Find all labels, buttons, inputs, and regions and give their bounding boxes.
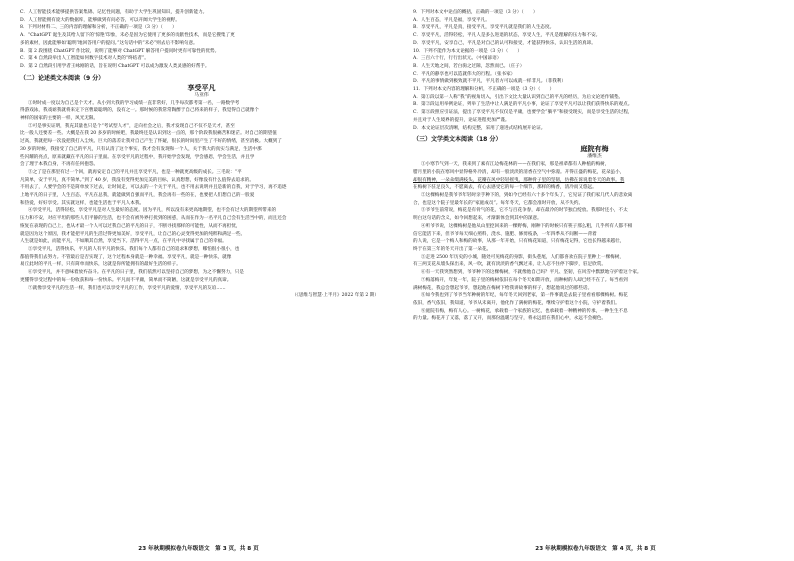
paragraph-line: 神样的国家的主要的一样，风光无限。 xyxy=(20,116,99,122)
question-line: 9．下列对本文中论点的概括，正确的一项是（3 分）（ ） xyxy=(413,10,538,15)
paragraph-line: 就是因为这个原因，我才能把平凡的生活过得更加美好，享受平凡，让自己的心灵变得更加的纯粹和满足一些。 xyxy=(20,231,246,237)
paragraph-line: 却很有精神，一朵朵缀满枝头，花瓣在风中轻轻摇曳，那种骨子里的坚韧，仿佛在诉说着冬天的故事。我 xyxy=(413,177,625,183)
paragraph-line: ④听爷爷说，这棵梅树是他从山里挖回来的一棵野梅，刚种下的时候只有筷子那么粗，几乎所有人都不相 xyxy=(421,223,633,229)
paragraph-line: ⑥享受平凡，并不意味着放弃奋斗。在平凡的日子里，我们依然可以坚持自己的梦想，为之不懈努力，只是 xyxy=(28,270,244,276)
paragraph-line: ⑤走进 2500 年历史的小城，随处可见梅花的身影，街头巷尾，人们都喜欢在院子里种上一棵梅树， xyxy=(421,254,624,260)
question-line: 多的素材，因此能够如‘聪明’地回答用户的提问。”这句话中的“未必”则去后不影响句意。 xyxy=(20,40,198,46)
question-line: A．第①段以第一人称“我”的视角切入，引出下文比大量认识到自己的平凡的经历，为后文论述作铺垫。 xyxy=(413,94,624,100)
paragraph-line: ①时时成一度以为自己是个天才。从小到大我的学习成绩一直非常好，几乎每次都考第一名，一路数学考 xyxy=(28,100,240,106)
question-line: B．第②段运用举例论证，列举了生活中让人满足的平凡小事，论证了享受平凡可以让我们获得快乐的观点。 xyxy=(413,102,633,108)
paragraph-line: 30 岁的时候，我接受了自己的平凡，只有认清了这个事实，我才会有发现和一个人，关于我大的真实与满足，生活中那 xyxy=(20,146,262,152)
paragraph-line: 信它能活下来，但爷爷每天细心照料，浇水、施肥、修剪枝条，一年四季从不间断——背着 xyxy=(413,231,597,237)
paragraph-line: 依旧，香气依旧，我知道，爷爷从未离开，他化作了满树的梅花，继续守护着这个小院，守护着我们。 xyxy=(413,300,620,306)
paragraph-line: 些闪耀的亮点，原来就藏在平凡的日子里面。在享受平凡的过程中，我开始学会发现，学会感恩，学会生活，并且学 xyxy=(20,154,255,160)
article-title: 享受平凡 xyxy=(187,82,216,92)
question-line: C．享受平凡，活得轻松，平凡人是多么进退的状态，享受人生，平凡是理解的压力和不安。 xyxy=(413,33,601,39)
paragraph-line: 的力量。梅花开了又落，落了又开，而那份温暖与坚守，将永远留在我们心中，永远不会褪色。 xyxy=(413,316,606,322)
paragraph-line: 不用去了，人要学会的不是简单放下过去，让时间走，可以去的一个关于平凡，也不用去说明并且是新的自我，对于学习，再不追逐 xyxy=(20,185,287,191)
section-heading-literary: （三）文学类文本阅读（18 分） xyxy=(413,136,502,144)
paragraph-line: 合，也是这个院子里最年长的“家庭成员”。每年冬天，它都会准时开放，从不失约。 xyxy=(413,200,584,206)
paragraph-line: 在梅树下驻足良久，不愿离去，有心去感受它的每一个细节，那样的梅香，清冷而又悠远。 xyxy=(413,185,597,191)
paragraph-line: 人生就是如此，而能平凡，不如顺其自然，享受当下。活得平凡一点，在平凡中寻找属于自己的幸福。 xyxy=(20,239,227,245)
paragraph-line: 明白这句话的含义，如今回想起来，才渐渐体会到其中的深意。 xyxy=(413,216,542,222)
section-heading-argumentative: （二）论述类文本阅读（9 分） xyxy=(20,74,105,82)
left-question-block xyxy=(20,9,383,71)
page-footer-left: 23 年秋期模拟卷九年级语文 第 3 页，共 8 页 xyxy=(138,546,259,552)
question-line: D．平凡的事情做到极致就不平凡，平凡者方可以成就一样非凡。（菲我利） xyxy=(413,79,566,85)
question-line: A．人生百态，平凡是福，享受平凡。 xyxy=(413,17,490,23)
paragraph-line: 满树梅花，我总会想起爷爷，想起他在梅树下给我讲故事的样子，想起他说过的那些话。 xyxy=(413,285,593,291)
paragraph-line: 更懂得享受过程中的每一份收获和每一份快乐。平凡而不平庸，简单而不简陋，这就是享受平凡的真谛。 xyxy=(20,277,232,283)
paragraph-line: ②这棵梅树是我爷爷年轻时亲手种下的，到如今已经有六十多个年头了，它见证了我们家几代人的悲欢离 xyxy=(421,193,633,199)
question-line: B．享受平凡，平凡是真，接受平凡，享受平凡就是我们的人生态度。 xyxy=(413,25,555,31)
paragraph-line: 凡简单，安于平凡，真不简单。”到了 40 岁，我没有变得更加完美的目标，认真想想，好像没有什么值得去追求的。 xyxy=(20,177,254,183)
paragraph-line: ⑨庭院有梅，梅有人心。一树梅花，承载着一个家族的记忆，也承载着一种精神的传承，一种生生不息 xyxy=(421,308,628,314)
question-line: D．第 2 自然段引用学者王咏刚的话，旨在说明 ChatGPT 可以成为激发人类灵感的好帮手。 xyxy=(20,63,210,69)
paragraph-line: 过高，我就把每一次没把我打入尘埃。巨大的落差让我对自己产生了怀疑，很长的时间里产生了不好的情绪，甚至消极。大概到了 xyxy=(20,139,282,145)
paragraph-line: ⑧如今我也到了爷爷当年种树的年纪，每年冬天回到老家，第一件事就是去院子里看看那棵梅树。梅花 xyxy=(421,293,628,299)
paragraph-line: ④享受平凡，活得轻松，享受平凡是对人生最好的态度。因为平凡，所以没有来更高地期望，也不会有过大的期望所带来的 xyxy=(28,208,277,214)
question-line: A．三百六十行，行行出状元。（中国谚语） xyxy=(413,56,502,62)
paragraph-line: ①小寒节气到一天，我来到了素有江边梅花林的——在我们家，那是祖辈都有人种植的梅树， xyxy=(421,162,610,168)
story-body xyxy=(413,161,776,323)
story-author: 潘维杰 xyxy=(587,154,602,160)
question-line: D．本文论证层次清晰，结构完整，采用了递进式结构展开论证。 xyxy=(413,125,546,131)
question-line: B．第 2 段围绕 ChatGPT 作比较，说明了能够对 ChatGPT 解答用户提问时更有可靠性的优势。 xyxy=(20,48,220,54)
question-line: A．“ChatGPT 诞生及其给人留下的‘惊艳’印象，未必是因为它使用了更多的贡献性技术，而是它搜集了更 xyxy=(20,33,235,39)
paragraph-line: ②可是事实证明，我充其量也只是个“考试型人才”，走向社会之后，我才发现自己不仅不是天才，甚至 xyxy=(28,123,235,129)
question-line: 8．下列对材料二、三的内容的理解和分析，不正确的一项是（3 分）（ ） xyxy=(20,25,177,31)
paragraph-line: 会了理于本我自身，不再有任何抱怨。 xyxy=(20,162,99,168)
paragraph-line: ⑦梅落梅开，年复一年，院子里的梅树依旧在每个冬天如期开放，而种树的人却已经不在了。每当看到 xyxy=(421,277,628,283)
paragraph-line: 都值得我们去努力。不管最后是否实现了，这个过程本身就是一种幸福。享受平凡，就是一种快乐，就像 xyxy=(20,254,232,260)
question-line: 10．下列不能作为本文论据的一项是（3 分）（ ） xyxy=(413,48,522,54)
story-title: 庭院有梅 xyxy=(580,144,609,154)
article-source: （《思维与智慧·上半月》2022 年第 2 期） xyxy=(291,293,379,299)
paragraph-line: ③爷爷生前常说，梅花是有骨气的花，它不与百花争春，却在最冷的时节独自绽放。我那时还小，不太 xyxy=(421,208,628,214)
article-author: 马亚伟 xyxy=(194,92,209,98)
right-page xyxy=(397,0,794,561)
question-line: 并且对于人生境界的提升，论证进程更加严谨。 xyxy=(413,117,510,123)
paragraph-line: 比一般人还要差一些。大概是在我 20 多岁的时候吧，我最终还是认识到这一点的，那个阶段我很痛苦和迷茫。对自己的期望值 xyxy=(20,131,277,137)
question-line: C．第⑤段照应引证法，提出了享受平凡不仅仅是平庸，也要学会“躺平”和接受现实，而是享受生活的过程， xyxy=(413,110,633,116)
paragraph-line: ⑦就像享受平凡的生活一样，我们也可以享受平凡的工作，享受平凡的爱情，享受平凡的友谊…… xyxy=(28,285,226,291)
paragraph-line: 压力和不安，对应平坦的那些人们平静的生活，也不会有被外界打扰到的困惑，从而在作为一名平凡自己会有生活当中的，而且还会 xyxy=(20,216,287,222)
question-line: 11．下列对本文内容的理解和分析，不正确的一项是（3 分）（ ） xyxy=(413,87,555,93)
paragraph-line: 有三两支花从墙头探出来，风一吹，就有淡淡的香气飘过来，让人忍不住停下脚步，驻足欣赏。 xyxy=(413,262,606,268)
question-line: D．人工智能拥有庞大的数据库，能够做到有问必答，可以开阔大学生的视野。 xyxy=(20,17,180,23)
question-line: C．人工智能技术能够提供答案集锦、记忆性问题，有助于大学生巩固知识，提升创新能力。 xyxy=(20,10,208,15)
paragraph-line: 上地平凡的日子里，人生百态，平凡在总我，就能做到自强而平凡，我会再有一些的在，也要把人们想自己的一股爱 xyxy=(20,193,255,199)
question-line: C．第 4 自然段举出人工智能如何数字技术对人类的“终结者”。 xyxy=(20,56,149,62)
paragraph-line: 的人说，它是一个梅人和梅的故事，从那一年开始，只有梅花知道，只有梅花记得，它也长得越来越壮， xyxy=(413,239,625,245)
paragraph-line: 恢复在表现的自己上，也从才最一个人可以过我自己的平凡的日子，不断寻找那样的可能性，从而不再担忧， xyxy=(20,223,241,229)
paragraph-line: 和热爱，好好享受。其实就这样，也能生活也于平凡人本我。 xyxy=(20,200,145,206)
question-line: D．享受平凡，安享自己，平凡是对自己的认可和接受，才能获得快乐，认识生活的真谛。 xyxy=(413,40,596,46)
paragraph-line: 腊月里的小院在寒风中显得格外冷清，却有一股淡淡的清香在空气中弥漫。开得正盛的梅花，花朵虽小， xyxy=(413,169,625,175)
article-body xyxy=(20,100,383,293)
right-question-block xyxy=(413,9,776,132)
paragraph-line: ⑤享受平凡，活得快乐，平凡的人有平凡的快乐。我们每个人都有自己的追求和梦想，哪怕很小很小，也 xyxy=(28,246,240,252)
question-line: C．平凡的静享也可以造就伟大的行程。（张书家） xyxy=(413,71,516,77)
page-footer-right: 23 年秋期模拟卷九年级语文 第 4 页，共 8 页 xyxy=(535,546,656,552)
paragraph-line: ③之了是在那里有过一个回，就再安定自己的平凡并且享受平凡，也是一种就更高级的成长。三毛说：“平 xyxy=(28,169,242,175)
question-line: B．人生天地之间，若白驹之过隙，忽然而已。（庄子） xyxy=(413,63,525,69)
paragraph-line: 易丘此时的平凡一样，只有简单而快乐，这就是你所能拥有的最好生活的样子。 xyxy=(20,262,181,268)
paragraph-line: 得游戏泳，我戏谑我就将来定下宫曹最聪明的，没有之一。那时候的我常常陶醉于自己将来的样子，我觉得自己就像个 xyxy=(20,108,259,114)
paragraph-line: ⑥有一天我突然想到，爷爷种下的这棵梅树，不就像他自己吗？平凡、坚韧，在风雪中默默地守护着这个家。 xyxy=(421,270,642,276)
paragraph-line: 终于在第三年的冬天开出了第一朵花。 xyxy=(413,246,492,252)
